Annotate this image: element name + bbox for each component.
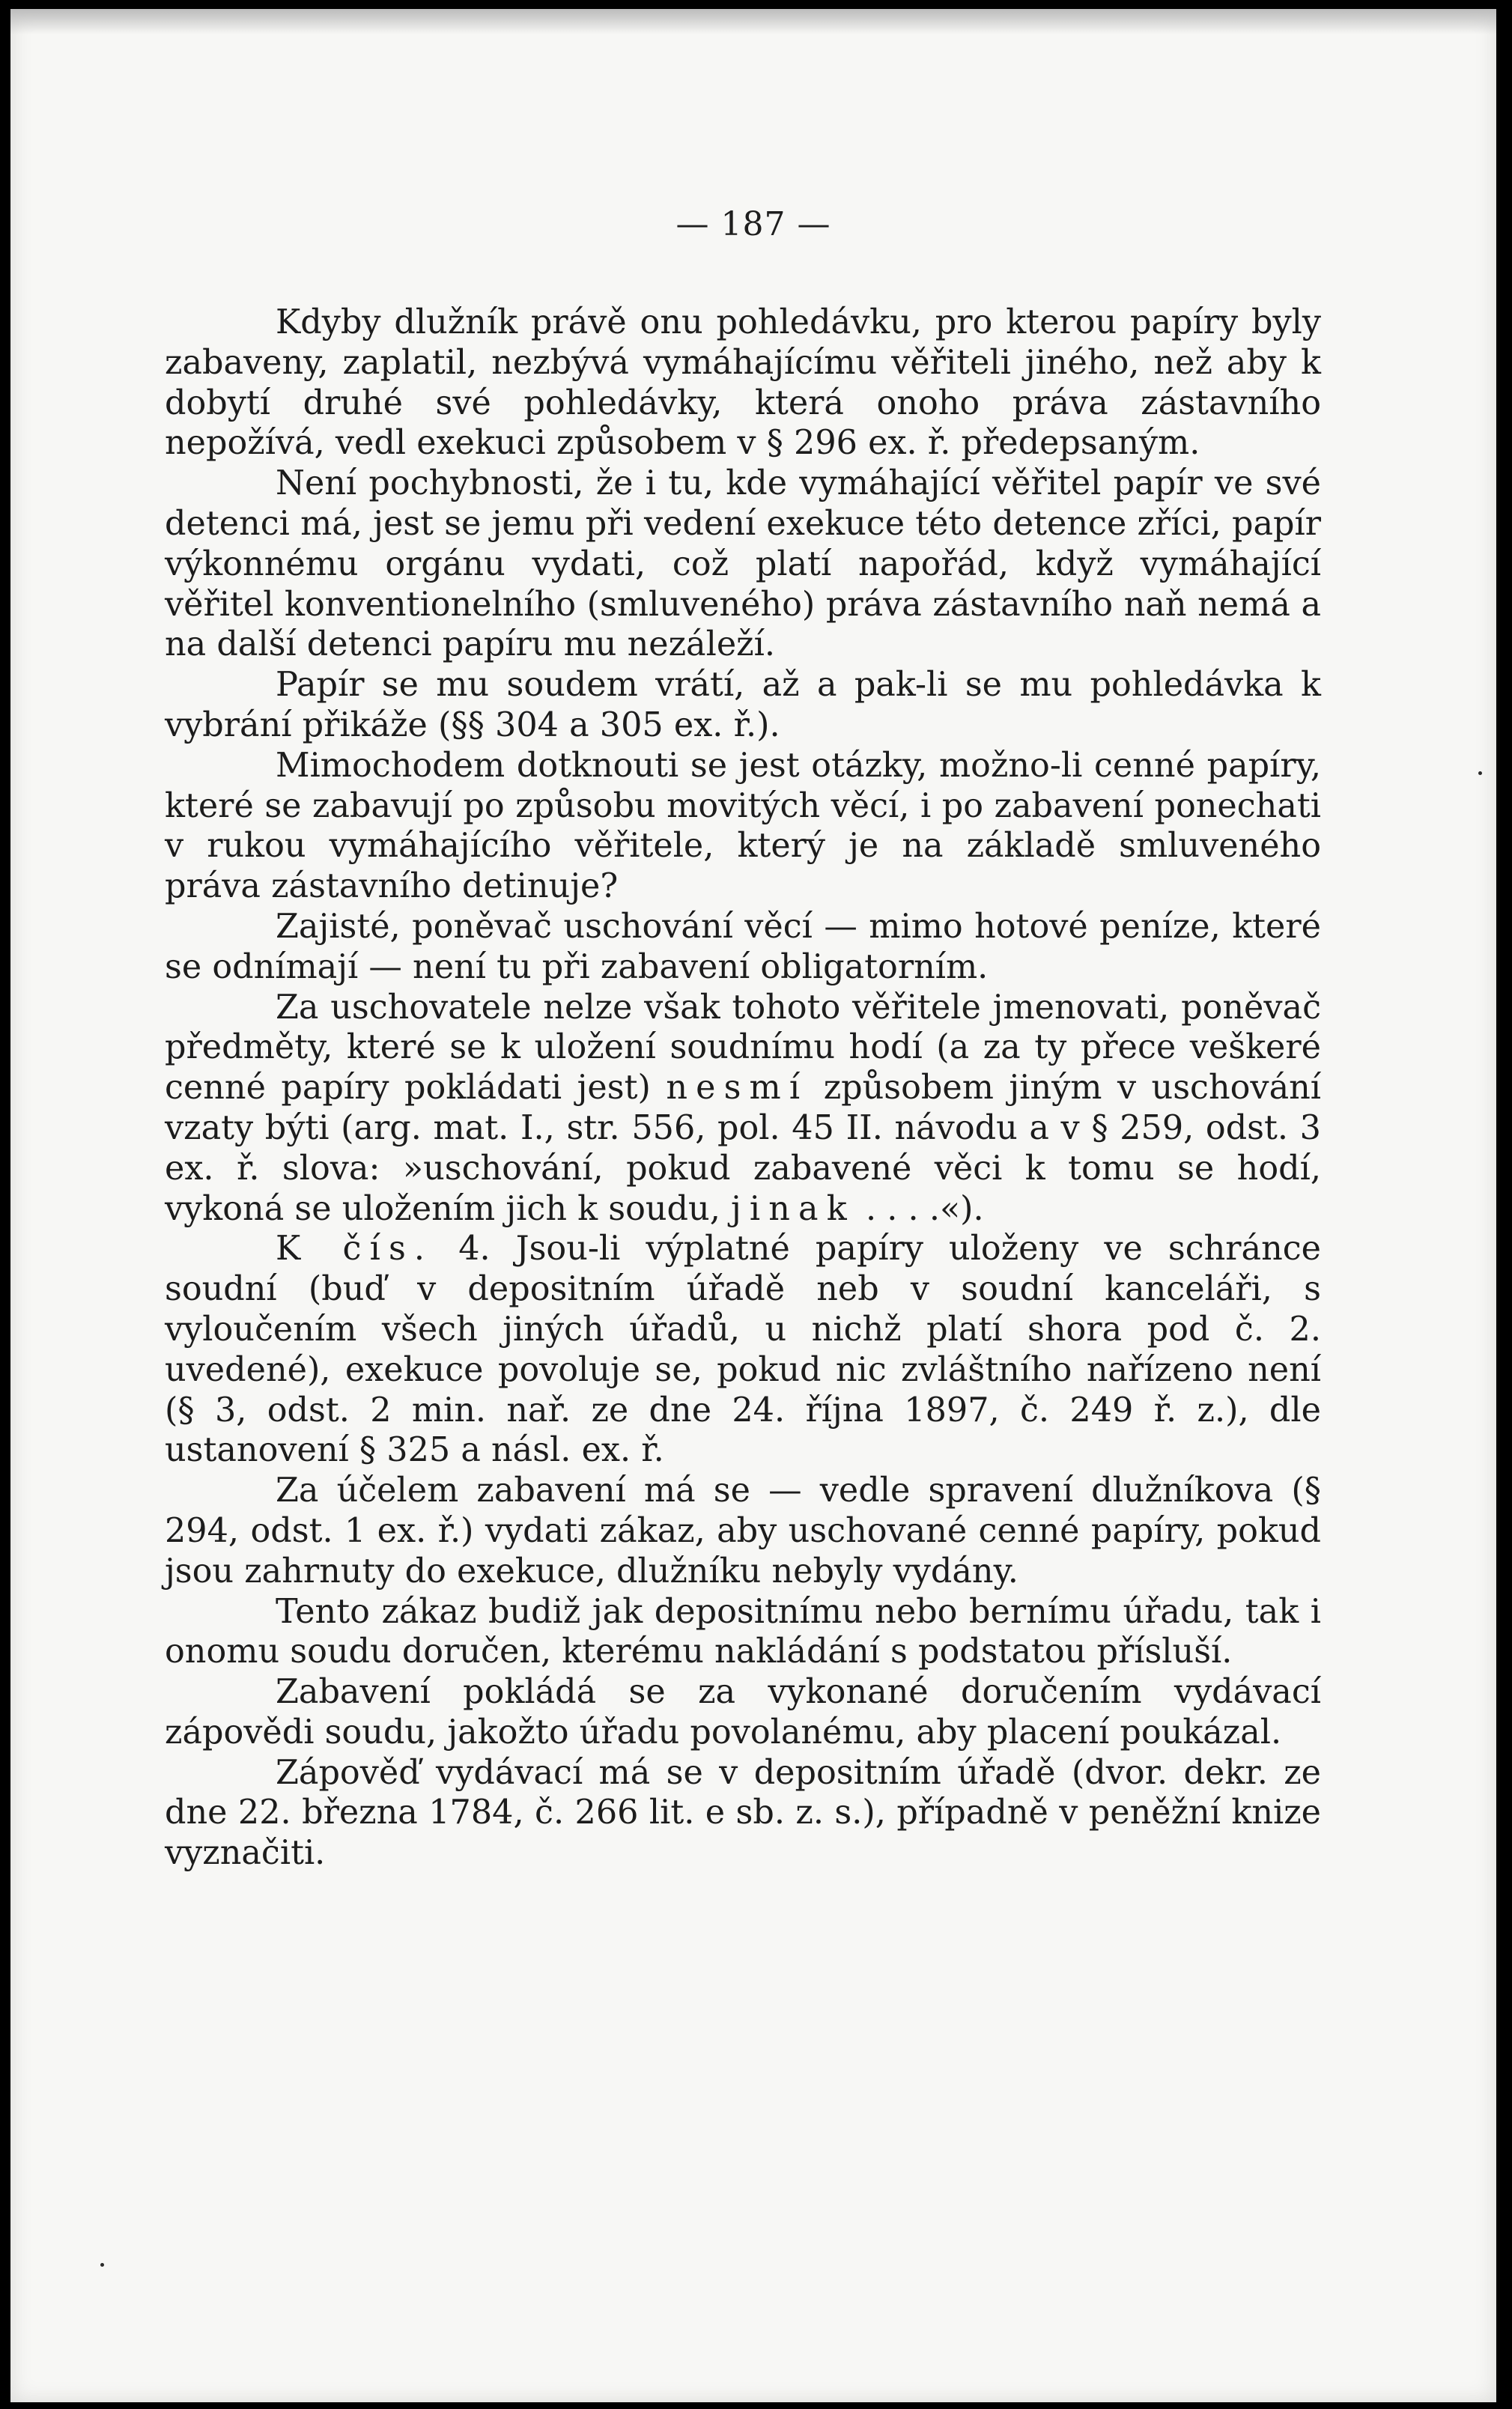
book-page bbox=[10, 9, 1496, 2402]
emphasis: jinak bbox=[730, 1189, 855, 1228]
paragraph-text: 4. Jsou-li výplatné papíry uloženy ve schránce soudní (buď v depositním úřadě neb v soudní kanceláři, s vyloučením všech jiných úřadů, u nichž platí shora pod č. 2. uvedené), exekuce povoluje se, pokud nic zvláštního nařízeno není (§ 3, odst. 2 min. nař. ze dne 24. října 1897, č. 249 ř. z.), dle ustanovení § 325 a násl. ex. ř. bbox=[165, 1230, 1321, 1470]
paragraph: Papír se mu soudem vrátí, až a pak-li se mu pohledávka k vybrání přikáže (§§ 304 a 305 ex. ř.). bbox=[165, 666, 1321, 744]
paragraph: Zápověď vydávací má se v depositním úřadě (dvor. dekr. ze dne 22. března 1784, č. 266 lit. e sb. z. s.), případně v peněžní knize vyznačiti. bbox=[165, 1753, 1321, 1873]
page-number: — 187 — bbox=[675, 205, 831, 243]
paragraph: Mimochodem dotknouti se jest otázky, možno-li cenné papíry, které se zabavují po způsobu movitých věcí, i po zabavení ponechati v rukou vymáhajícího věřitele, který je na základě smluveného práva zástavního detinuje? bbox=[165, 746, 1321, 906]
paragraph: Kdyby dlužník právě onu pohledávku, pro kterou papíry byly zabaveny, zaplatil, nezbývá vymáhajícímu věřiteli jiného, než aby k dobytí druhé své pohledávky, která onoho práva zástavního nepožívá, vedl exekuci způsobem v § 296 ex. ř. předepsaným. bbox=[165, 303, 1321, 463]
scan-speck bbox=[1478, 771, 1482, 775]
paragraph bbox=[165, 988, 1321, 1230]
body-text bbox=[165, 303, 1321, 1874]
paragraph-text: způsobem jiným v uschování vzaty býti (arg. mat. I., str. 556, pol. 45 II. návodu a v § 259, odst. 3 ex. ř. slova: »uschování, pokud zabavené věci k tomu se hodí, vykoná se uložením jich k soudu, bbox=[165, 1069, 1321, 1228]
paragraph: Zajisté, poněvač uschování věcí — mimo hotové peníze, které se odnímají — není tu při zabavení obligatorním. bbox=[165, 907, 1321, 986]
paragraph: Není pochybnosti, že i tu, kde vymáhající věřitel papír ve své detenci má, jest se jemu při vedení exekuce této detence zříci, papír výkonnému orgánu vydati, což platí napořád, když vymáhající věřitel konventionelního (smluveného) práva zástavního naň nemá a na další detenci papíru mu nezáleží. bbox=[165, 464, 1321, 664]
paragraph-text: Za uschovatele nelze však tohoto věřitele jmenovati, poněvač předměty, které se k uložení soudnímu hodí (a za ty přece veškeré cenné papíry pokládati jest) bbox=[165, 988, 1321, 1108]
paragraph-text: . . . .«). bbox=[854, 1189, 984, 1228]
emphasis: nesmí bbox=[666, 1069, 809, 1108]
section-label: K čís. bbox=[276, 1230, 434, 1269]
scan-shadow bbox=[10, 9, 1496, 34]
paragraph: Tento zákaz budiž jak depositnímu nebo bernímu úřadu, tak i onomu soudu doručen, kterému nakládání s podstatou přísluší. bbox=[165, 1592, 1321, 1671]
paragraph bbox=[165, 1229, 1321, 1471]
paragraph: Zabavení pokládá se za vykonané doručením vydávací zápovědi soudu, jakožto úřadu povolanému, aby placení poukázal. bbox=[165, 1673, 1321, 1752]
paragraph: Za účelem zabavení má se — vedle spravení dlužníkova (§ 294, odst. 1 ex. ř.) vydati zákaz, aby uschované cenné papíry, pokud jsou zahrnuty do exekuce, dlužníku nebyly vydány. bbox=[165, 1471, 1321, 1591]
scan-speck bbox=[100, 2263, 104, 2267]
